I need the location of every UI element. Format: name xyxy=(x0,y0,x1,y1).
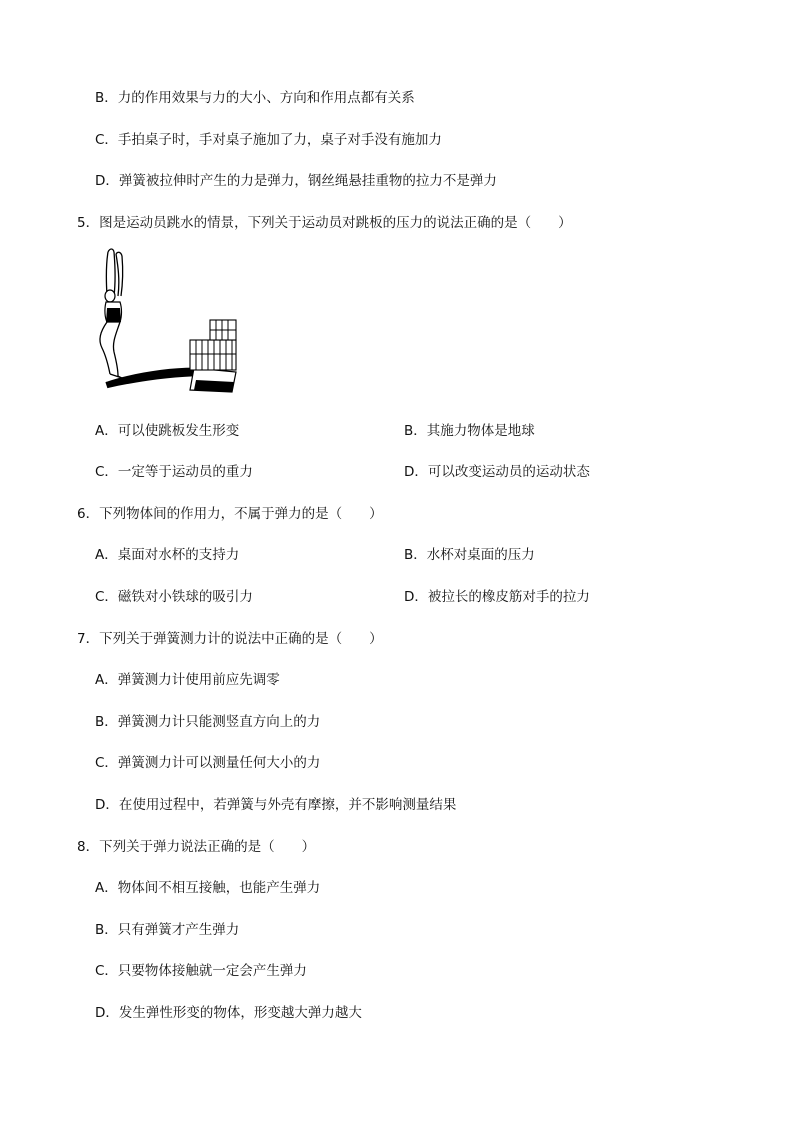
question-8-option-c: C．只要物体接触就一定会产生弹力 xyxy=(95,963,307,979)
question-7-option-a: A．弹簧测力计使用前应先调零 xyxy=(95,672,280,688)
question-5-option-b: B．其施力物体是地球 xyxy=(404,423,535,439)
diving-figure xyxy=(86,244,256,412)
question-8-stem: 8．下列关于弹力说法正确的是（ ） xyxy=(77,839,316,855)
question-7-stem: 7．下列关于弹簧测力计的说法中正确的是（ ） xyxy=(77,631,383,647)
question-6-option-a: A．桌面对水杯的支持力 xyxy=(95,547,240,563)
question-5-option-a: A．可以使跳板发生形变 xyxy=(95,423,240,439)
question-8-option-b: B．只有弹簧才产生弹力 xyxy=(95,922,240,938)
question-6-stem: 6．下列物体间的作用力，不属于弹力的是（ ） xyxy=(77,506,383,522)
question-7-option-c: C．弹簧测力计可以测量任何大小的力 xyxy=(95,755,321,771)
question-6-option-b: B．水杯对桌面的压力 xyxy=(404,547,535,563)
question-8-option-d: D．发生弹性形变的物体，形变越大弹力越大 xyxy=(95,1005,362,1021)
prev-question-option-c: C．手拍桌子时，手对桌子施加了力，桌子对手没有施加力 xyxy=(95,132,442,148)
question-5-option-d: D．可以改变运动员的运动状态 xyxy=(404,464,590,480)
question-5-stem: 5．图是运动员跳水的情景，下列关于运动员对跳板的压力的说法正确的是（ ） xyxy=(77,215,572,231)
prev-question-option-b: B．力的作用效果与力的大小、方向和作用点都有关系 xyxy=(95,90,415,106)
question-8-option-a: A．物体间不相互接触，也能产生弹力 xyxy=(95,880,321,896)
prev-question-option-d: D．弹簧被拉伸时产生的力是弹力，钢丝绳悬挂重物的拉力不是弹力 xyxy=(95,173,497,189)
question-5-option-c: C．一定等于运动员的重力 xyxy=(95,464,253,480)
question-7-option-b: B．弹簧测力计只能测竖直方向上的力 xyxy=(95,714,321,730)
question-6-option-d: D．被拉长的橡皮筋对手的拉力 xyxy=(404,589,590,605)
question-7-option-d: D．在使用过程中，若弹簧与外壳有摩擦，并不影响测量结果 xyxy=(95,797,457,813)
question-6-option-c: C．磁铁对小铁球的吸引力 xyxy=(95,589,253,605)
